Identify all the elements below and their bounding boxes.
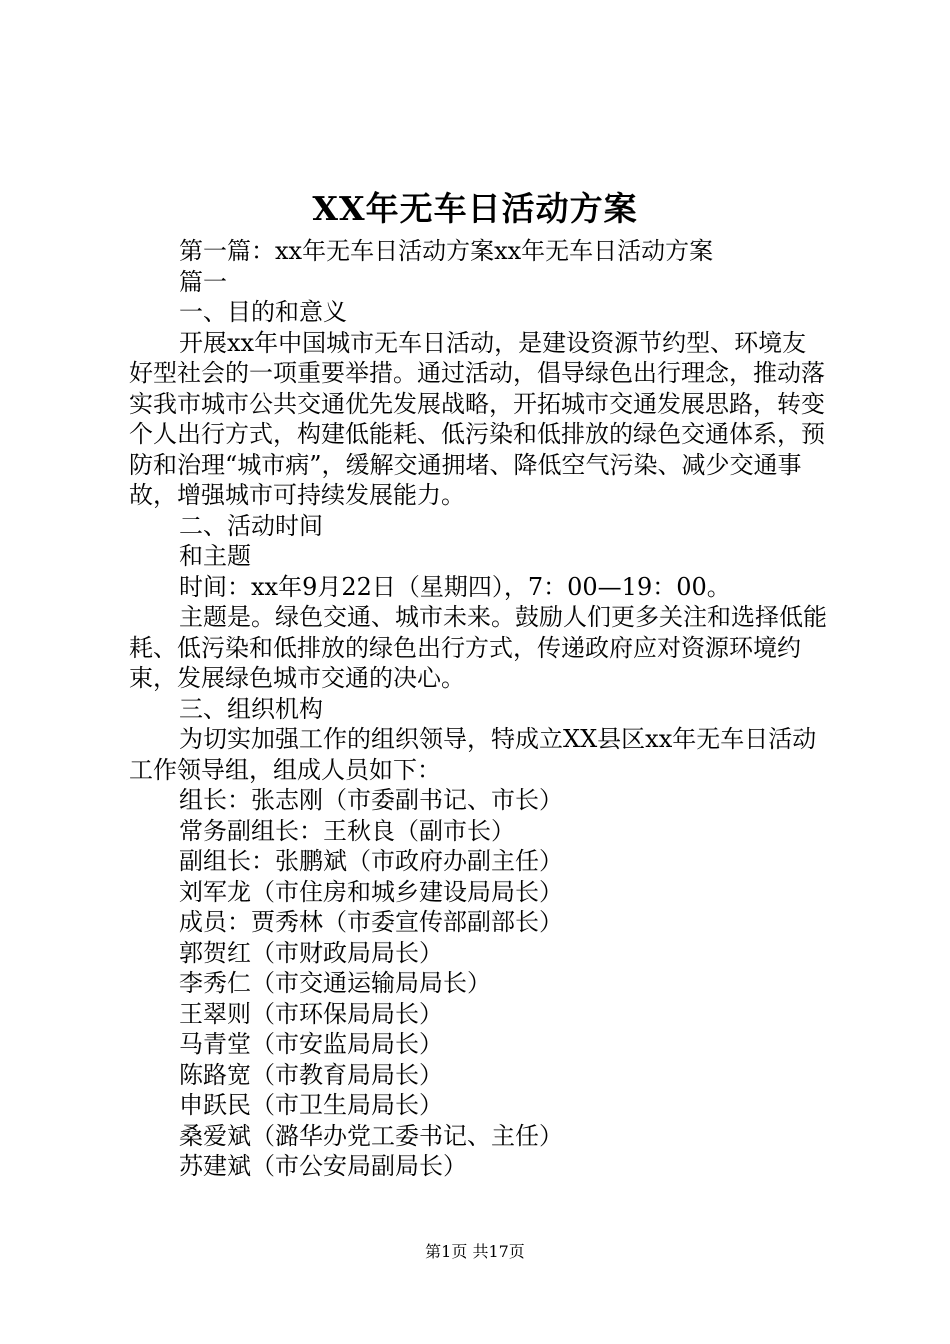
document-title: XX年无车日活动方案 (312, 189, 638, 228)
paragraph: 和主题 (179, 542, 251, 570)
paragraph: 时间：xx年9月22日（星期四），7：00—19：00。 (179, 572, 731, 601)
member-line: 组长：张志刚（市委副书记、市长） (179, 786, 563, 814)
member-line: 马青堂（市安监局局长） (179, 1030, 443, 1058)
member-line: 苏建斌（市公安局副局长） (179, 1152, 467, 1180)
paragraph: 主题是。绿色交通、城市未来。鼓励人们更多关注和选择低能耗、低污染和低排放的绿色出行方式，传递政府应对资源环境约束，发展绿色城市交通的决心。 (129, 603, 827, 692)
paragraph: 为切实加强工作的组织领导，特成立XX县区xx年无车日活动工作领导组，组成人员如下： (129, 725, 817, 784)
member-line: 成员：贾秀林（市委宣传部副部长） (179, 908, 563, 936)
document-body (129, 236, 829, 1182)
member-line: 副组长：张鹏斌（市政府办副主任） (179, 847, 563, 875)
member-line: 李秀仁（市交通运输局局长） (179, 969, 491, 997)
member-line: 王翠则（市环保局局长） (179, 999, 443, 1028)
paragraph: 篇一 (179, 267, 227, 296)
section-heading: 三、组织机构 (179, 694, 323, 723)
member-line: 桑爱斌（潞华办党工委书记、主任） (179, 1121, 563, 1150)
paragraph: 开展xx年中国城市无车日活动，是建设资源节约型、环境友好型社会的一项重要举措。通过活动，倡导绿色出行理念，推动落实我市城市公共交通优先发展战略，开拓城市交通发展思路，转变个人出行方式，构建低能耗、低污染和低排放的绿色交通体系，预防和治理“城市病”，缓解交通拥堵、降低空气污染、减少交通事故，增强城市可持续发展能力。 (129, 328, 825, 509)
member-line: 陈路宽（市教育局局长） (179, 1060, 443, 1089)
member-line: 刘军龙（市住房和城乡建设局局长） (179, 877, 563, 906)
member-line: 郭贺红（市财政局局长） (179, 938, 443, 967)
member-line: 申跃民（市卫生局局长） (179, 1091, 443, 1119)
section-heading: 一、目的和意义 (179, 298, 347, 326)
page-footer: 第1页 共17页 (425, 1242, 525, 1261)
section-heading: 二、活动时间 (179, 511, 323, 540)
member-line: 常务副组长：王秋良（副市长） (179, 816, 515, 845)
paragraph: 第一篇：xx年无车日活动方案xx年无车日活动方案 (179, 237, 714, 265)
